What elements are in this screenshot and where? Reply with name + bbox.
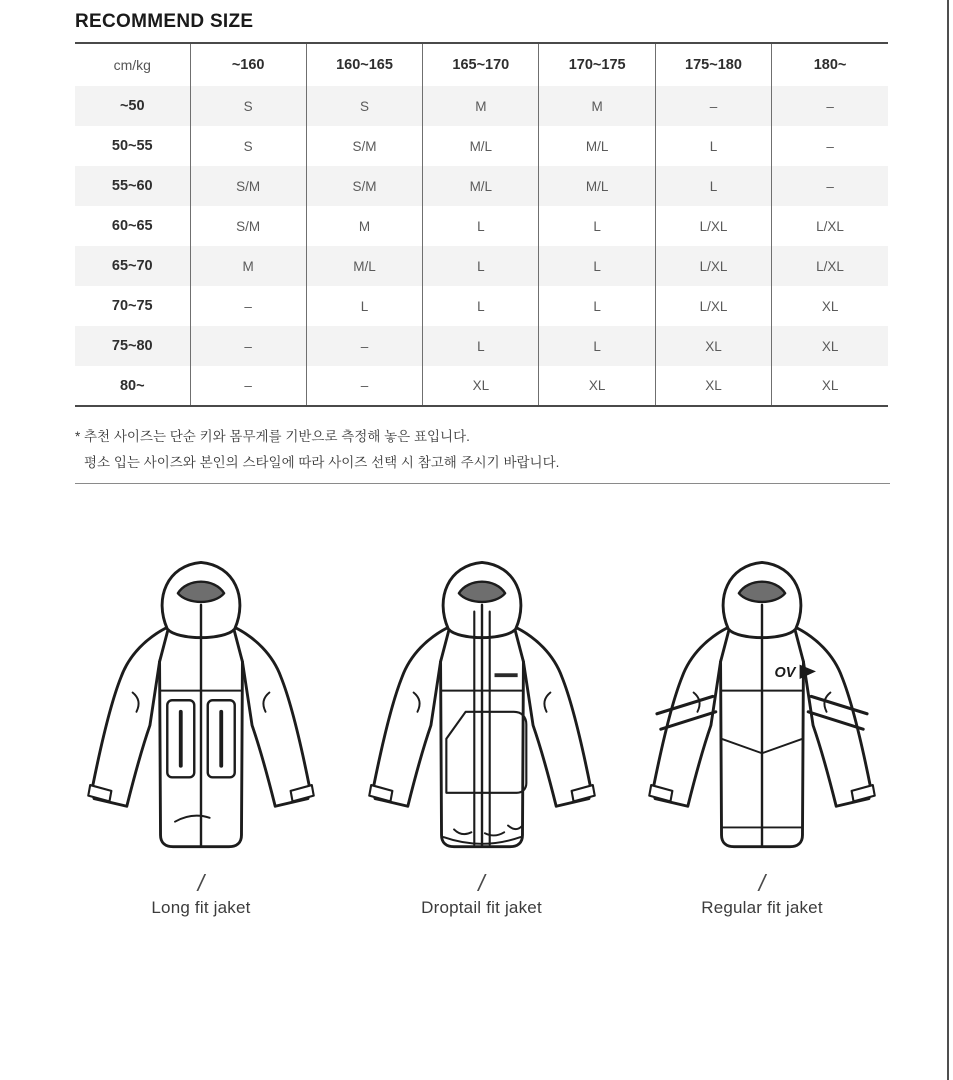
table-row — [75, 366, 888, 406]
size-table-head — [75, 43, 888, 86]
row-label-cell: 70~75 — [111, 298, 153, 314]
size-cell: – — [190, 366, 306, 406]
size-cell: M — [190, 246, 306, 286]
size-cell: L — [539, 206, 655, 246]
size-cell: XL — [655, 366, 771, 406]
brand-logo-strip — [494, 673, 517, 677]
size-cell: XL — [772, 366, 888, 406]
table-row — [75, 126, 888, 166]
size-cell: XL — [772, 286, 888, 326]
corner-header-cell: cm/kg — [113, 57, 151, 73]
row-label-cell: 75~80 — [111, 338, 153, 354]
size-cell: M — [306, 206, 422, 246]
fit-guide-item-droptail — [356, 548, 608, 918]
size-cell: M/L — [539, 166, 655, 206]
row-label-cell: 50~55 — [111, 138, 153, 154]
slash-divider-icon: / — [758, 870, 766, 896]
column-header-cell: 165~170 — [423, 43, 539, 86]
size-cell: M/L — [423, 166, 539, 206]
fit-guide-item-long — [75, 548, 327, 918]
fit-label-regular: Regular fit jaket — [701, 898, 823, 917]
column-header-cell: ~160 — [190, 43, 306, 86]
fit-guide-item-regular — [636, 548, 888, 918]
size-table — [75, 42, 888, 407]
slash-divider-icon: / — [478, 870, 485, 896]
size-cell: S/M — [190, 166, 306, 206]
row-label-cell: 65~70 — [111, 258, 153, 274]
size-cell: L — [539, 326, 655, 366]
column-header-cell: 170~175 — [539, 43, 655, 86]
footnote-line2: 평소 입는 사이즈와 본인의 스타일에 따라 사이즈 선택 시 참고해 주시기 바랍니다. — [84, 455, 560, 470]
size-cell: S — [190, 86, 306, 126]
size-cell: L/XL — [655, 286, 771, 326]
size-cell: M/L — [423, 126, 539, 166]
size-cell: M/L — [539, 126, 655, 166]
size-cell: M — [539, 86, 655, 126]
size-cell: – — [306, 366, 422, 406]
size-cell: L — [539, 286, 655, 326]
size-cell: – — [190, 326, 306, 366]
size-cell: M/L — [306, 246, 422, 286]
size-cell: L — [655, 166, 771, 206]
size-cell: XL — [423, 366, 539, 406]
size-cell: L — [423, 286, 539, 326]
size-cell: L — [423, 326, 539, 366]
size-cell: – — [306, 326, 422, 366]
size-cell: S — [190, 126, 306, 166]
jacket-illustration-long-fit — [75, 548, 327, 866]
table-row — [75, 326, 888, 366]
size-cell: L/XL — [772, 206, 888, 246]
size-cell: L — [655, 126, 771, 166]
footnote-line1: * 추천 사이즈는 단순 키와 몸무게를 기반으로 측정해 놓은 표입니다. — [75, 429, 470, 444]
size-cell: L/XL — [655, 206, 771, 246]
table-row — [75, 86, 888, 126]
jacket-illustration-regular-fit — [636, 548, 888, 866]
table-row — [75, 166, 888, 206]
size-cell: L/XL — [772, 246, 888, 286]
size-cell: L — [539, 246, 655, 286]
size-cell: S — [306, 86, 422, 126]
size-table-body — [75, 86, 888, 406]
fit-label-long: Long fit jaket — [151, 898, 251, 917]
jacket-illustration-droptail-fit — [356, 548, 608, 866]
size-cell: XL — [655, 326, 771, 366]
size-cell: L — [306, 286, 422, 326]
size-cell: – — [772, 86, 888, 126]
size-cell: XL — [539, 366, 655, 406]
size-cell: – — [655, 86, 771, 126]
fit-label-droptail: Droptail fit jaket — [421, 898, 542, 917]
row-label-cell: 55~60 — [111, 178, 153, 194]
size-cell: – — [772, 166, 888, 206]
column-header-cell: 175~180 — [655, 43, 771, 86]
size-cell: XL — [772, 326, 888, 366]
page-edge-line — [947, 0, 949, 1080]
fit-guide — [75, 548, 888, 918]
size-cell: S/M — [190, 206, 306, 246]
row-label-cell: 80~ — [119, 377, 145, 394]
page-title: RECOMMEND SIZE — [75, 11, 254, 32]
size-cell: L — [423, 206, 539, 246]
slash-divider-icon: / — [197, 870, 205, 896]
row-label-cell: 60~65 — [111, 218, 153, 234]
size-cell: L/XL — [655, 246, 771, 286]
recommend-size-section — [75, 0, 888, 918]
size-cell: – — [772, 126, 888, 166]
column-header-cell: 180~ — [772, 43, 888, 86]
table-row — [75, 206, 888, 246]
svg-text:OV: OV — [774, 665, 796, 682]
size-cell: L — [423, 246, 539, 286]
table-row — [75, 286, 888, 326]
size-table-header-row — [75, 43, 888, 86]
table-row — [75, 246, 888, 286]
size-cell: M — [423, 86, 539, 126]
size-footnote — [75, 424, 888, 476]
size-cell: – — [190, 286, 306, 326]
size-cell: S/M — [306, 166, 422, 206]
section-divider — [75, 483, 890, 484]
row-label-cell: ~50 — [119, 98, 145, 114]
size-cell: S/M — [306, 126, 422, 166]
column-header-cell: 160~165 — [306, 43, 422, 86]
